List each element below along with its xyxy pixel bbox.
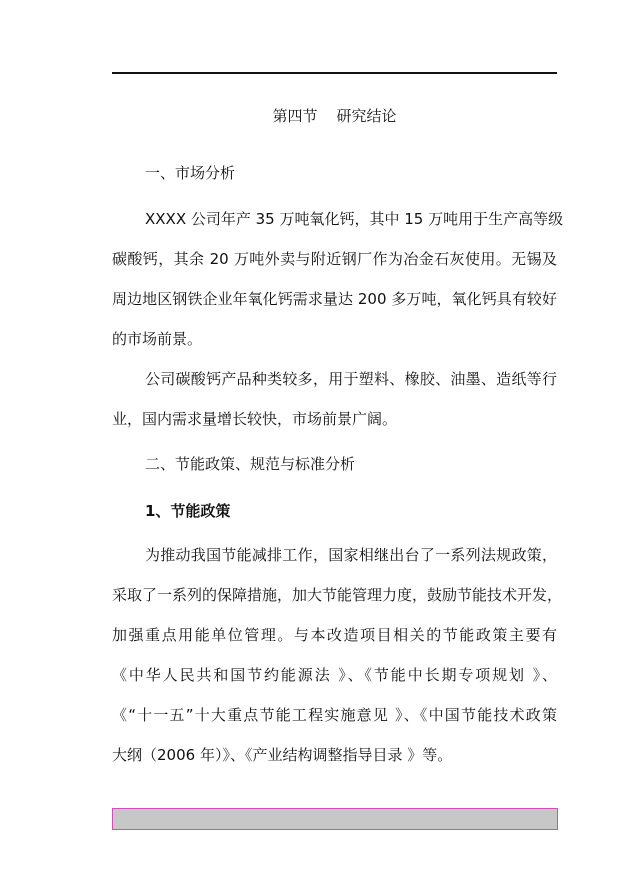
page-title: 第四节 研究结论 <box>272 107 397 125</box>
section-heading-market-analysis: 一、市场分析 <box>145 164 236 182</box>
paragraph-line: 周边地区钢铁企业年氧化钙需求量达 200 多万吨，氧化钙具有较好 <box>112 290 557 308</box>
top-rule <box>112 72 557 74</box>
paragraph-line: 为推动我国节能减排工作，国家相继出台了一系列法规政策， <box>145 546 557 564</box>
paragraph-line: 《“十一五”十大重点节能工程实施意见 》、《中国节能技术政策 <box>112 706 557 724</box>
subheading-energy-policy: 1、节能政策 <box>145 502 231 520</box>
paragraph-line: 《中华人民共和国节约能源法 》、《节能中长期专项规划 》、 <box>112 666 557 684</box>
paragraph-line: 业，国内需求量增长较快，市场前景广阔。 <box>112 410 398 428</box>
section-heading-energy-policy: 二、节能政策、规范与标准分析 <box>145 455 356 473</box>
paragraph-line: 大纲（2006 年）》、《产业结构调整指导目录 》等。 <box>112 746 453 764</box>
paragraph-line: 公司碳酸钙产品种类较多，用于塑料、橡胶、油墨、造纸等行 <box>145 370 557 388</box>
paragraph-line: 采取了一系列的保障措施，加大节能管理力度，鼓励节能技术开发， <box>112 586 563 604</box>
paragraph-line: 碳酸钙，其余 20 万吨外卖与附近钢厂作为冶金石灰使用。无锡及 <box>112 250 557 268</box>
paragraph-line: 的市场前景。 <box>112 330 203 348</box>
footer-bar <box>112 808 558 830</box>
paragraph-line: 加强重点用能单位管理。与本改造项目相关的节能政策主要有 <box>112 626 557 644</box>
paragraph-line: XXXX 公司年产 35 万吨氧化钙，其中 15 万吨用于生产高等级 <box>145 210 564 228</box>
